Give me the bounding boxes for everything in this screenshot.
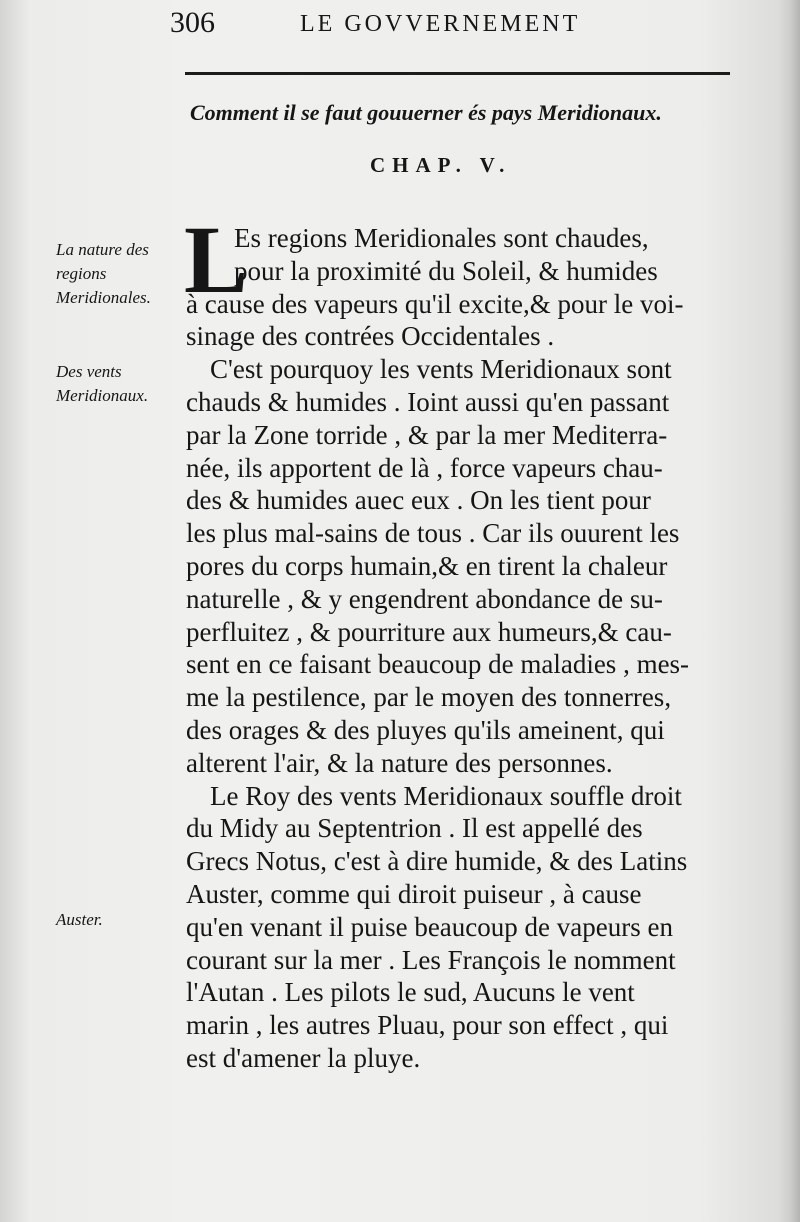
text-line: qu'en venant il puise beaucoup de vapeurs en: [186, 911, 673, 942]
text-line: chauds & humides . Ioint aussi qu'en passant: [186, 386, 670, 417]
drop-cap: L: [184, 206, 249, 313]
text-line: perfluitez , & pourriture aux humeurs,& cau-: [186, 616, 672, 647]
page-header: [170, 6, 730, 46]
chapter-number: CHAP. V.: [370, 153, 512, 177]
gutter-shadow: [778, 0, 800, 1222]
text-line: par la Zone torride , & par la mer Mediterra-: [186, 419, 668, 450]
text-line: pour la proximité du Soleil, & humides: [234, 255, 658, 286]
text-line: Le Roy des vents Meridionaux souffle droit: [210, 780, 682, 811]
header-rule: [185, 72, 730, 75]
text-line: Es regions Meridionales sont chaudes,: [234, 223, 649, 253]
text-line: pores du corps humain,& en tirent la chaleur: [186, 550, 668, 581]
text-line: sinage des contrées Occidentales .: [186, 321, 555, 352]
text-line: sent en ce faisant beaucoup de maladies , mes-: [186, 649, 690, 680]
text-line: des orages & des pluyes qu'ils ameinent, qui: [186, 714, 665, 745]
text-line: à cause des vapeurs qu'il excite,& pour le voi-: [186, 288, 684, 319]
body-text: [186, 222, 746, 1075]
text-line: les plus mal-sains de tous . Car ils ouurent les: [186, 518, 680, 549]
text-line: du Midy au Septentrion . Il est appellé des: [186, 813, 643, 844]
text-line: née, ils apportent de là , force vapeurs chau-: [186, 452, 663, 483]
margin-note-vents: Des vents Meridionaux.: [56, 362, 149, 405]
margin-note-auster: Auster.: [56, 910, 103, 929]
text-line: alterent l'air, & la nature des personnes.: [186, 747, 613, 778]
text-line: Grecs Notus, c'est à dire humide, & des Latins: [186, 846, 688, 877]
text-line: C'est pourquoy les vents Meridionaux sont: [210, 354, 672, 385]
text-line: courant sur la mer . Les François le nomment: [186, 944, 676, 975]
margin-note-nature: La nature des regions Meridionales.: [56, 240, 151, 307]
running-title: LE GOVVERNEMENT: [300, 11, 581, 37]
text-line: naturelle , & y engendrent abondance de su-: [186, 583, 663, 614]
text-line: marin , les autres Pluau, pour son effect , qui: [186, 1010, 669, 1041]
text-line: l'Autan . Les pilots le sud, Aucuns le vent: [186, 977, 635, 1008]
page-number: 306: [170, 6, 215, 39]
text-line: est d'amener la pluye.: [186, 1042, 421, 1073]
text-line: Auster, comme qui diroit puiseur , à cause: [186, 878, 642, 909]
chapter-title: Comment il se faut gouuerner és pays Meridionaux.: [190, 100, 662, 125]
text-line: des & humides auec eux . On les tient pour: [186, 485, 651, 516]
text-line: me la pestilence, par le moyen des tonnerres,: [186, 682, 672, 713]
